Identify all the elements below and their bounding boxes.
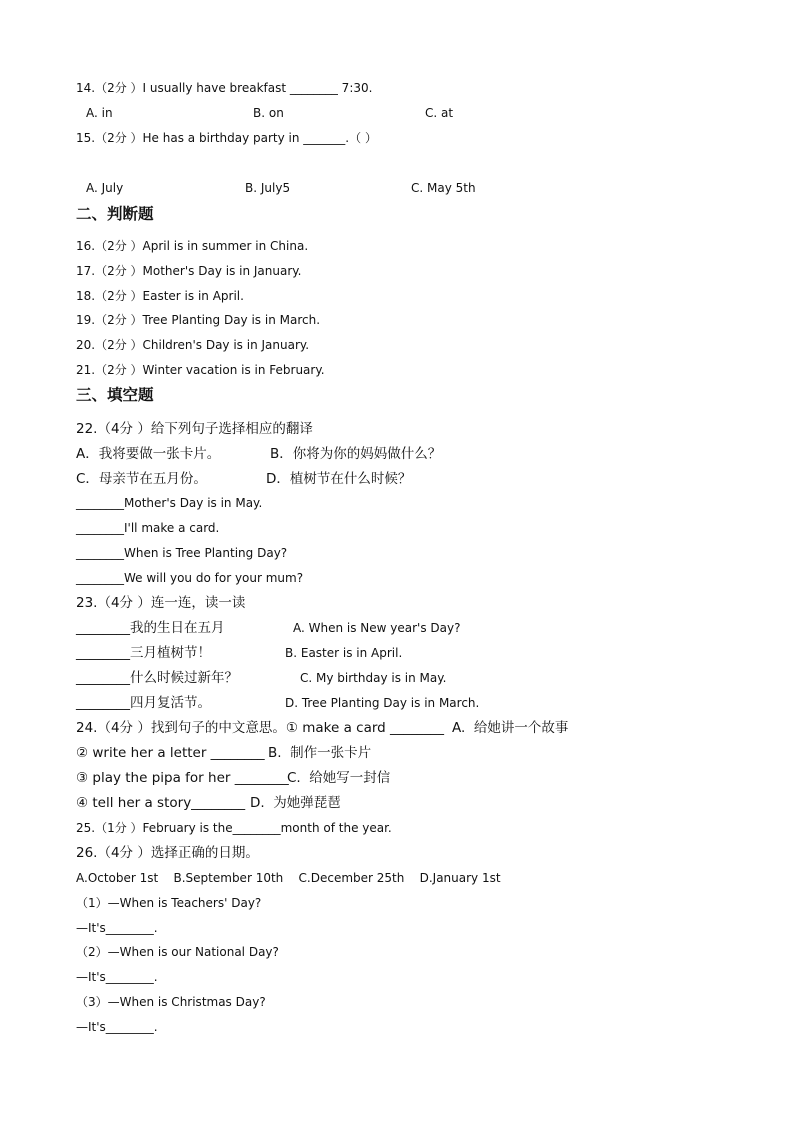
q15-option-a[interactable]: A. July bbox=[86, 181, 124, 195]
q26-question: （2）—When is our National Day? bbox=[76, 945, 279, 959]
q23-left-item[interactable]: ________什么时候过新年？ bbox=[76, 670, 238, 686]
judge-item: 18.（2分 ）Easter is in April. bbox=[76, 289, 244, 303]
q24-row-left[interactable]: ② write her a letter ________ bbox=[76, 745, 265, 761]
q23-right-item[interactable]: C. My birthday is in May. bbox=[300, 671, 447, 685]
judge-item: 20.（2分 ）Children's Day is in January. bbox=[76, 338, 310, 352]
q23-stem: 23.（4分 ）连一连，读一读 bbox=[76, 595, 246, 611]
judge-item: 17.（2分 ）Mother's Day is in January. bbox=[76, 264, 302, 278]
q23-right-item[interactable]: B. Easter is in April. bbox=[285, 646, 403, 660]
q26-stem: 26.（4分 ）选择正确的日期。 bbox=[76, 845, 259, 861]
q26-question: （1）—When is Teachers' Day? bbox=[76, 896, 262, 910]
q26-answer-blank[interactable]: —It's________. bbox=[76, 921, 158, 935]
q23-right-item[interactable]: A. When is New year's Day? bbox=[293, 621, 461, 635]
q23-right-item[interactable]: D. Tree Planting Day is in March. bbox=[285, 696, 480, 710]
q15-stem: 15.（2分 ）He has a birthday party in _______.（ ） bbox=[76, 131, 377, 145]
section-fill-title: 三、填空题 bbox=[76, 385, 154, 404]
q23-left-item[interactable]: ________四月复活节。 bbox=[76, 695, 211, 711]
q22-blank-line[interactable]: ________I'll make a card. bbox=[76, 521, 220, 535]
q22-blank-line[interactable]: ________Mother's Day is in May. bbox=[76, 496, 263, 510]
q22-option-d: D．植树节在什么时候？ bbox=[266, 471, 412, 487]
q22-blank-line[interactable]: ________When is Tree Planting Day? bbox=[76, 546, 288, 560]
q15-option-b[interactable]: B. July5 bbox=[245, 181, 291, 195]
q22-blank-line[interactable]: ________We will you do for your mum? bbox=[76, 571, 304, 585]
q22-option-b: B．你将为你的妈妈做什么？ bbox=[270, 446, 442, 462]
q24-row-left[interactable]: ③ play the pipa for her ________ bbox=[76, 770, 289, 786]
q23-left-item[interactable]: ________三月植树节！ bbox=[76, 645, 211, 661]
q24-row-left[interactable]: ④ tell her a story________ bbox=[76, 795, 246, 811]
q25-stem[interactable]: 25.（1分 ）February is the________month of the year. bbox=[76, 821, 392, 835]
q26-answer-blank[interactable]: —It's________. bbox=[76, 970, 158, 984]
q14-option-a[interactable]: A. in bbox=[86, 106, 113, 120]
q14-option-c[interactable]: C. at bbox=[425, 106, 454, 120]
q14-stem: 14.（2分 ）I usually have breakfast ________ 7:30. bbox=[76, 81, 373, 95]
q26-answer-blank[interactable]: —It's________. bbox=[76, 1020, 158, 1034]
q22-stem: 22.（4分 ）给下列句子选择相应的翻译 bbox=[76, 421, 313, 437]
q22-option-a: A．我将要做一张卡片。 bbox=[76, 446, 221, 462]
q26-question: （3）—When is Christmas Day? bbox=[76, 995, 266, 1009]
q24-row-right: D. 为她弹琵琶 bbox=[250, 795, 341, 811]
q14-option-b[interactable]: B. on bbox=[253, 106, 284, 120]
q23-left-item[interactable]: ________我的生日在五月 bbox=[76, 620, 225, 636]
judge-item: 21.（2分 ）Winter vacation is in February. bbox=[76, 363, 325, 377]
q24-stem: 24.（4分 ）找到句子的中文意思。① make a card ________ bbox=[76, 720, 445, 736]
q24-option-a: A. 给她讲一个故事 bbox=[452, 720, 569, 736]
judge-item: 19.（2分 ）Tree Planting Day is in March. bbox=[76, 313, 321, 327]
q22-option-c: C．母亲节在五月份。 bbox=[76, 471, 207, 487]
q15-option-c[interactable]: C. May 5th bbox=[411, 181, 476, 195]
judge-item: 16.（2分 ）April is in summer in China. bbox=[76, 239, 309, 253]
q24-row-right: C. 给她写一封信 bbox=[287, 770, 391, 786]
q26-options: A.October 1st B.September 10th C.December 25th D.January 1st bbox=[76, 871, 501, 885]
q24-row-right: B. 制作一张卡片 bbox=[268, 745, 372, 761]
section-judge-title: 二、判断题 bbox=[76, 204, 154, 223]
